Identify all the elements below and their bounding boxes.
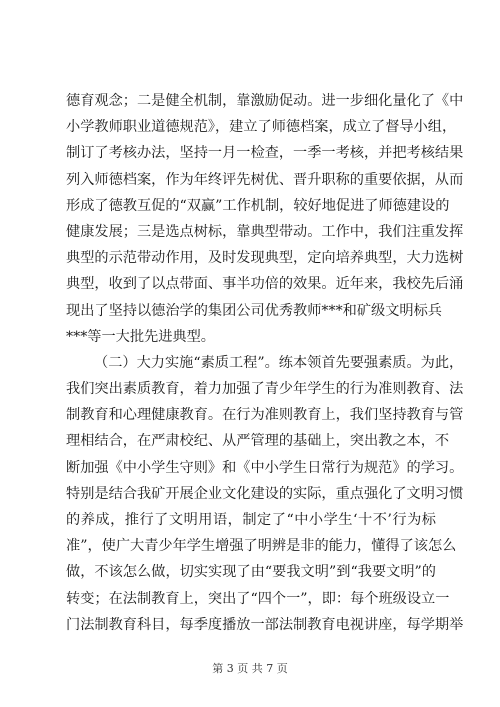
text-line: 典型，收到了以点带面、事半功倍的效果。近年来，我校先后涌 (66, 276, 464, 293)
text-line: 健康发展；三是选点树标，靠典型带动。工作中，我们注重发挥 (66, 223, 464, 240)
text-line: 做，不该怎么做，切实实现了由“要我文明”到“我要文明”的 (66, 564, 436, 581)
text-line: 特别是结合我矿开展企业文化建设的实际，重点强化了文明习惯 (66, 485, 464, 502)
text-line: 小学教师职业道德规范》，建立了师德档案，成立了督导小组， (66, 119, 457, 136)
text-line: （二）大力实施“素质工程”。练本领首先要强素质。为此， (94, 354, 464, 371)
text-line: 典型的示范带动作用，及时发现典型，定向培养典型，大力选树 (66, 250, 464, 267)
text-line: 理相结合，在严肃校纪、从严管理的基础上，突出教之本，不 (66, 433, 450, 450)
text-line: 列入师德档案，作为年终评先树优、晋升职称的重要依据，从而 (66, 171, 464, 188)
text-line: 德育观念；二是健全机制，靠激励促动。进一步细化量化了《中 (66, 93, 464, 109)
text-line: 门法制教育科目，每季度播放一部法制教育电视讲座，每学期举 (66, 616, 464, 633)
text-line: 断加强《中小学生守则》和《中小学生日常行为规范》的学习。 (66, 459, 464, 476)
text-line: 制订了考核办法，坚持一月一检查，一季一考核，并把考核结果 (66, 145, 464, 162)
page-number-footer: 第 3 页 共 7 页 (212, 662, 288, 675)
text-line: 我们突出素质教育，着力加强了青少年学生的行为准则教育、法 (66, 381, 464, 398)
text-line: 的养成，推行了文明用语，制定了“中小学生‘十不’行为标 (66, 512, 436, 528)
text-line: ***等一大批先进典型。 (66, 328, 215, 345)
text-line: 准”，使广大青少年学生增强了明辨是非的能力，懂得了该怎么 (66, 538, 457, 555)
body-text (66, 88, 464, 638)
text-line: 转变；在法制教育上，突出了“四个一”，即：每个班级设立一 (66, 590, 450, 607)
text-line: 现出了坚持以德治学的集团公司优秀教师***和矿级文明标兵 (66, 302, 442, 319)
text-line: 形成了德教互促的“双赢”工作机制，较好地促进了师德建设的 (66, 197, 450, 214)
text-line: 制教育和心理健康教育。在行为准则教育上，我们坚持教育与管 (66, 407, 464, 424)
